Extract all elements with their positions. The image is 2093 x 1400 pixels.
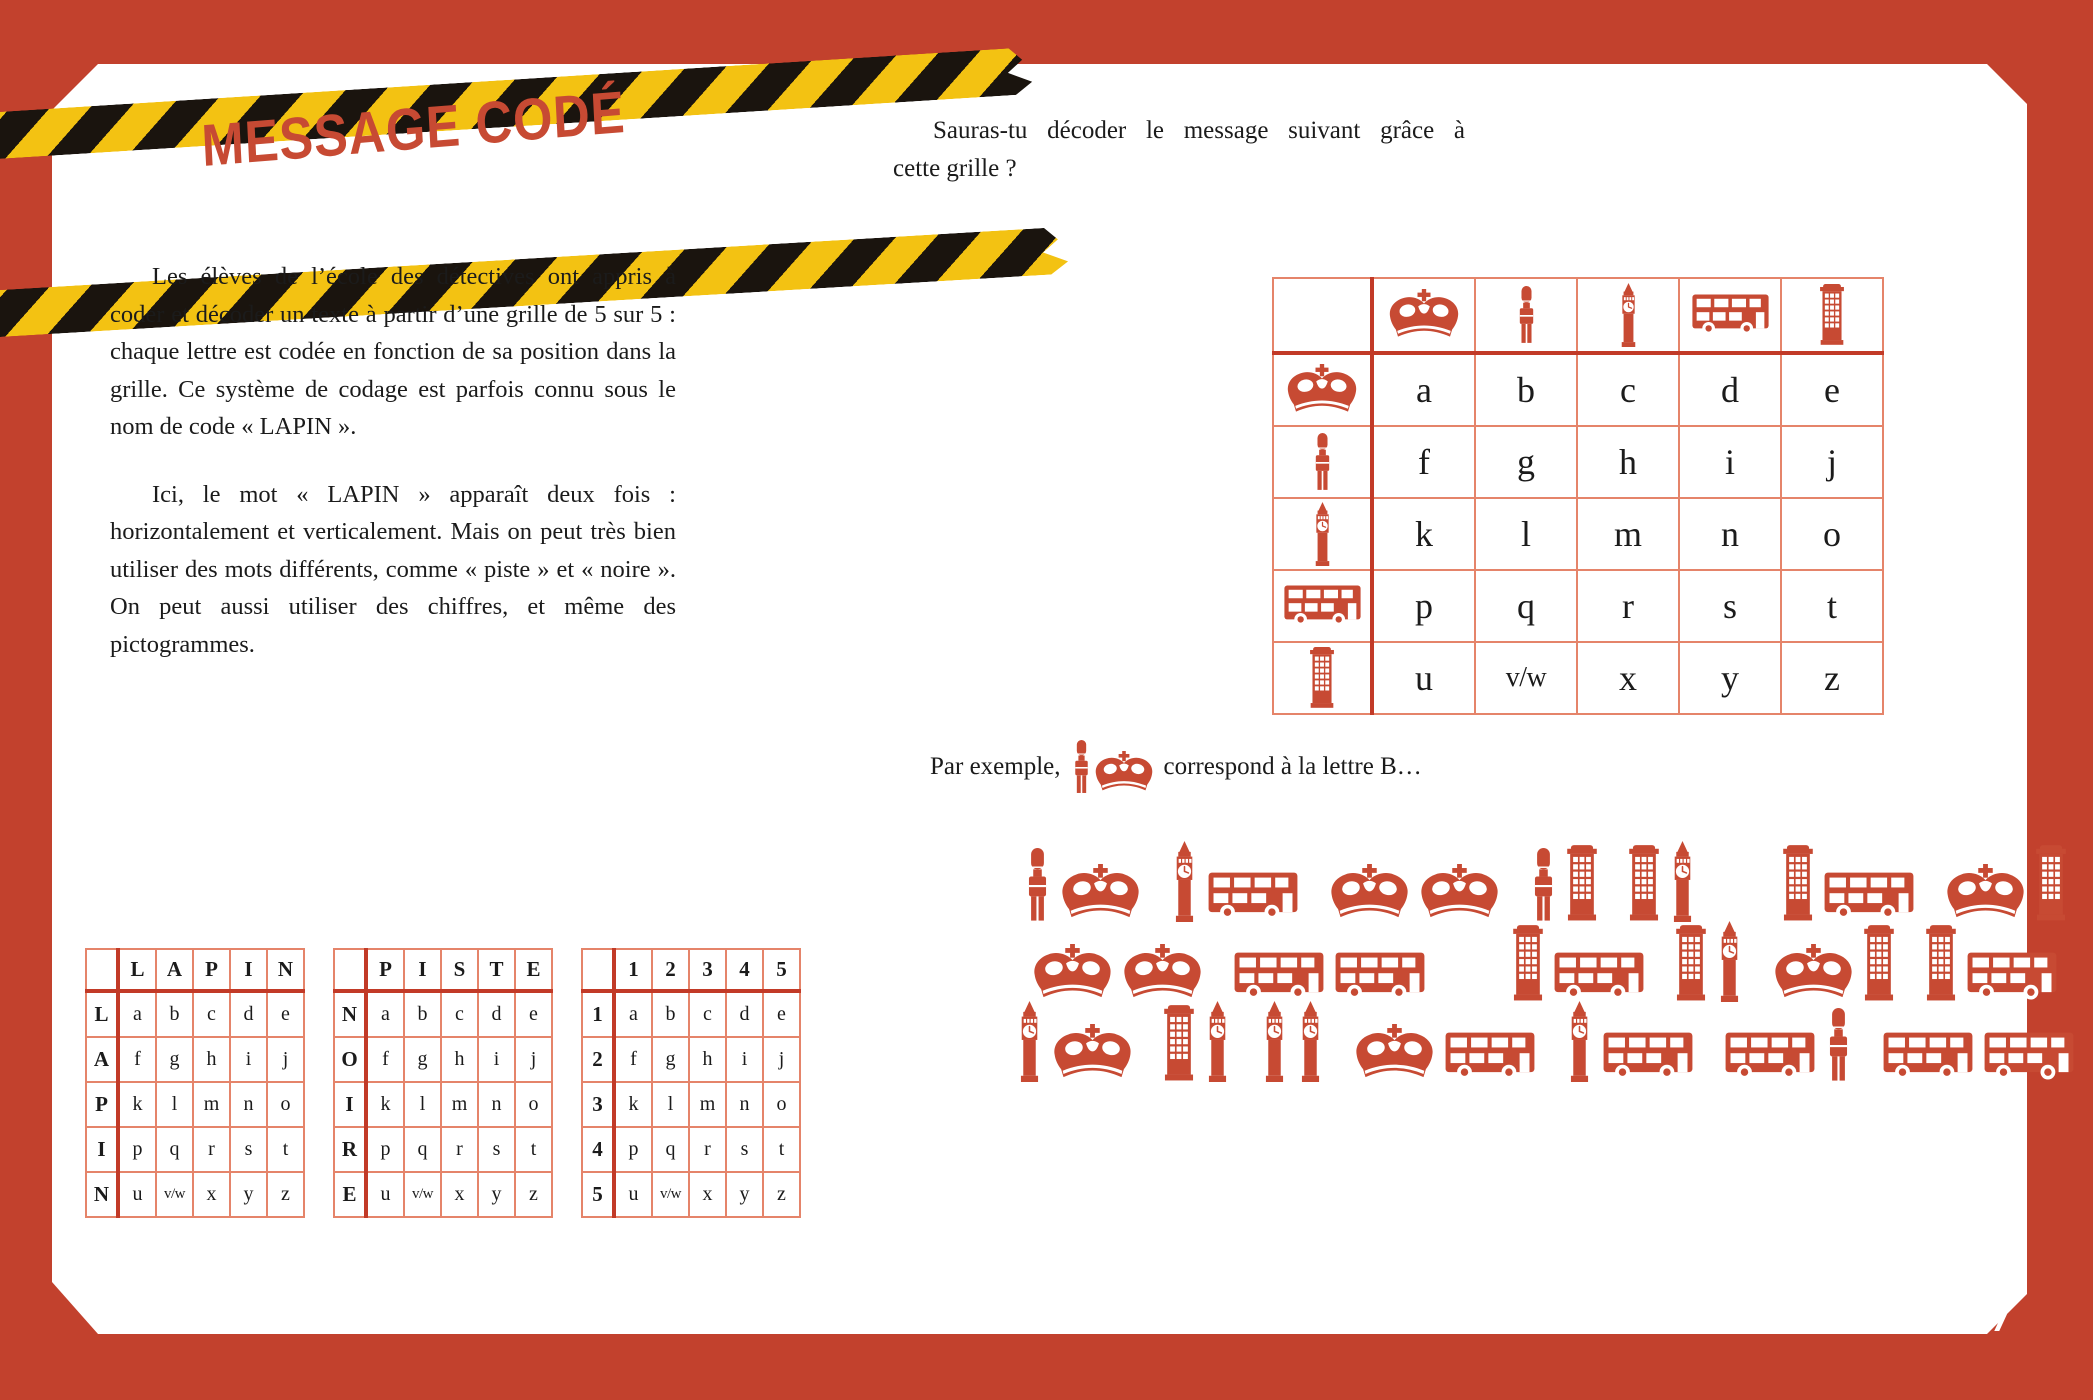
crown-icon	[1772, 944, 1855, 1002]
phone-booth-icon	[1511, 925, 1545, 1002]
grid-row-header: P	[86, 1082, 118, 1127]
grid-cell: q	[1475, 570, 1577, 642]
grid-cell: g	[404, 1037, 441, 1082]
grid-row-header: 4	[582, 1127, 614, 1172]
bus-icon	[1552, 951, 1646, 1002]
grid-cell: v/w	[156, 1172, 193, 1217]
bus-icon	[1443, 1031, 1537, 1082]
grid-cell: h	[1577, 426, 1679, 498]
grid-cell: e	[515, 991, 552, 1037]
grid-cell: i	[230, 1037, 267, 1082]
grid-cell: i	[478, 1037, 515, 1082]
guard-icon	[1824, 1008, 1853, 1082]
crown-icon	[1285, 364, 1359, 416]
grid-cell: a	[118, 991, 156, 1037]
grid-row-header: N	[86, 1172, 118, 1217]
grid-row-header: L	[86, 991, 118, 1037]
grid-col-header: P	[193, 949, 230, 991]
grid-cell: q	[404, 1127, 441, 1172]
message-line	[1080, 842, 2010, 922]
grid-cell: h	[441, 1037, 478, 1082]
icon-pair	[1162, 1001, 1232, 1082]
grid-cell: g	[652, 1037, 689, 1082]
grid-col-header: 5	[763, 949, 800, 991]
grid-cell: f	[614, 1037, 652, 1082]
grid-cell: z	[1781, 642, 1883, 714]
example-text-after: correspond à la lettre B…	[1163, 753, 1422, 780]
grid-cell: p	[366, 1127, 404, 1172]
icon-pair	[1260, 1001, 1325, 1082]
big-ben-icon	[1715, 921, 1744, 1002]
example-icon-pair	[1071, 740, 1154, 794]
big-ben-icon	[1617, 283, 1640, 347]
grid-cell: t	[515, 1127, 552, 1172]
bus-icon	[1822, 871, 1916, 922]
icon-pair	[1232, 951, 1427, 1002]
grid-col-header	[1372, 278, 1475, 353]
guard-icon	[1529, 848, 1558, 922]
big-ben-icon	[1565, 1001, 1594, 1082]
grid-cell: e	[763, 991, 800, 1037]
grid-cell: g	[1475, 426, 1577, 498]
grid-row-header: I	[86, 1127, 118, 1172]
grid-cell: b	[1475, 353, 1577, 426]
grid-cell: s	[230, 1127, 267, 1172]
grid-col-header	[1679, 278, 1781, 353]
guard-icon	[1311, 433, 1334, 491]
grid-cell: t	[1781, 570, 1883, 642]
crown-icon	[1387, 289, 1461, 341]
grid-row-header	[1273, 642, 1372, 714]
grid-cell: n	[478, 1082, 515, 1127]
message-line	[1080, 1002, 2010, 1082]
intro-paragraphs	[110, 258, 676, 693]
page-number-left: 206	[127, 1307, 184, 1338]
guard-icon	[1515, 286, 1538, 344]
icon-pair	[1023, 848, 1142, 922]
grid-cell: a	[614, 991, 652, 1037]
grid-cell: u	[366, 1172, 404, 1217]
grid-cell: n	[1679, 498, 1781, 570]
grid-cell: s	[478, 1127, 515, 1172]
grid-cell: e	[1781, 353, 1883, 426]
grid-corner	[582, 949, 614, 991]
crown-icon	[1353, 1024, 1436, 1082]
grid-cell: q	[652, 1127, 689, 1172]
grid-cell: n	[726, 1082, 763, 1127]
crown-icon	[1944, 864, 2027, 922]
grid-corner	[334, 949, 366, 991]
grid-col-header	[1475, 278, 1577, 353]
grid-cell: m	[441, 1082, 478, 1127]
grid-cell: c	[193, 991, 230, 1037]
icon-pair	[1328, 864, 1501, 922]
code-grid	[85, 948, 305, 1218]
message-word	[1511, 921, 2059, 1002]
grid-row-header	[1273, 426, 1372, 498]
grid-cell: a	[1372, 353, 1475, 426]
grid-cell: i	[726, 1037, 763, 1082]
grid-cell: e	[267, 991, 304, 1037]
grid-cell: y	[230, 1172, 267, 1217]
phone-booth-icon	[1162, 1005, 1196, 1082]
grid-cell: v/w	[652, 1172, 689, 1217]
big-ben-icon	[1296, 1001, 1325, 1082]
grid-cell: o	[1781, 498, 1883, 570]
grid-cell: r	[441, 1127, 478, 1172]
grid-cell: f	[366, 1037, 404, 1082]
grid-col-header: 4	[726, 949, 763, 991]
bus-icon	[1965, 951, 2059, 1002]
grid-cell: l	[404, 1082, 441, 1127]
grid-cell: c	[689, 991, 726, 1037]
grid-col-header	[1577, 278, 1679, 353]
grid-cell: p	[1372, 570, 1475, 642]
grid-row-header: R	[334, 1127, 366, 1172]
grid-cell: v/w	[404, 1172, 441, 1217]
grid-cell: b	[652, 991, 689, 1037]
big-ben-icon	[1311, 502, 1334, 566]
crown-icon	[1031, 944, 1114, 1002]
guard-icon	[1023, 848, 1052, 922]
grid-cell: d	[1679, 353, 1781, 426]
code-grid	[581, 948, 801, 1218]
phone-booth-icon	[1862, 925, 1896, 1002]
grid-col-header: P	[366, 949, 404, 991]
grid-col-header: 3	[689, 949, 726, 991]
grid-cell: x	[441, 1172, 478, 1217]
icon-pair	[1015, 1001, 1134, 1082]
icon-pair	[1031, 944, 1204, 1002]
message-word	[1023, 841, 1697, 922]
grid-cell: c	[1577, 353, 1679, 426]
grid-cell: z	[267, 1172, 304, 1217]
grid-cell: d	[726, 991, 763, 1037]
grid-col-header	[1781, 278, 1883, 353]
big-ben-icon	[1203, 1001, 1232, 1082]
grid-cell: x	[193, 1172, 230, 1217]
crown-icon	[1094, 751, 1154, 794]
icon-pair	[1170, 841, 1300, 922]
icon-pair	[1627, 841, 1697, 922]
icon-pair	[1781, 845, 1916, 922]
grid-cell: u	[118, 1172, 156, 1217]
bus-icon	[1691, 293, 1770, 337]
big-ben-icon	[1668, 841, 1697, 922]
icon-pair	[1529, 845, 1599, 922]
grid-row-header	[1273, 498, 1372, 570]
grid-cell: y	[726, 1172, 763, 1217]
grid-cell: f	[118, 1037, 156, 1082]
grid-cell: m	[689, 1082, 726, 1127]
icon-pair	[1565, 1001, 1695, 1082]
grid-cell: g	[156, 1037, 193, 1082]
grid-col-header: 1	[614, 949, 652, 991]
grid-cell: d	[230, 991, 267, 1037]
message-line	[1080, 922, 2010, 1002]
icon-pair	[1944, 845, 2068, 922]
grid-cell: r	[689, 1127, 726, 1172]
grid-col-header: I	[404, 949, 441, 991]
grid-row-header: 2	[582, 1037, 614, 1082]
grid-cell: y	[478, 1172, 515, 1217]
grid-row-header: N	[334, 991, 366, 1037]
bus-icon	[1723, 1031, 1817, 1082]
phone-booth-icon	[1308, 647, 1336, 709]
bus-icon	[1283, 584, 1362, 628]
grid-cell: y	[1679, 642, 1781, 714]
grid-row-header: A	[86, 1037, 118, 1082]
grid-cell: t	[267, 1127, 304, 1172]
grid-cell: f	[1372, 426, 1475, 498]
guard-icon	[1071, 740, 1092, 794]
icon-pair	[1511, 925, 1646, 1002]
grid-row-header: 1	[582, 991, 614, 1037]
grid-cell: i	[1679, 426, 1781, 498]
paragraph-2: Ici, le mot « LAPIN » apparaît deux fois : horizontalement et verticalement. Mais on peut très bien utiliser des mots différents, comme « piste » et « noire ». On peut aussi utiliser des chiffres, et même des pictogrammes.	[110, 480, 676, 658]
grid-cell: h	[193, 1037, 230, 1082]
grid-col-header: 2	[652, 949, 689, 991]
pictogram-code-grid	[1272, 277, 1884, 715]
grid-cell: a	[366, 991, 404, 1037]
grid-row-header	[1273, 570, 1372, 642]
bus-icon	[1601, 1031, 1695, 1082]
icon-pair	[1772, 925, 1896, 1002]
paragraph-1: Les élèves de l’école des détectives ont appris à coder et décoder un texte à partir d’une grille de 5 sur 5 : chaque lettre est codée en fonction de sa position dans la grille. Ce système de codage est parfois connu sous le nom de code « LAPIN ».	[110, 263, 676, 440]
grid-col-header: E	[515, 949, 552, 991]
grid-row-header: 5	[582, 1172, 614, 1217]
bus-icon	[1982, 1031, 2076, 1082]
icon-pair	[1924, 925, 2059, 1002]
crown-icon	[1328, 864, 1411, 922]
grid-cell: z	[763, 1172, 800, 1217]
grid-cell: j	[1781, 426, 1883, 498]
grid-cell: c	[441, 991, 478, 1037]
grid-cell: o	[763, 1082, 800, 1127]
grid-cell: n	[230, 1082, 267, 1127]
phone-booth-icon	[1627, 845, 1661, 922]
grid-col-header: I	[230, 949, 267, 991]
bus-icon	[1232, 951, 1326, 1002]
example-line	[930, 734, 1422, 800]
grid-cell: u	[1372, 642, 1475, 714]
grid-cell: k	[366, 1082, 404, 1127]
icon-pair	[1353, 1024, 1537, 1082]
grid-row-header: E	[334, 1172, 366, 1217]
grid-cell: k	[118, 1082, 156, 1127]
grid-cell: m	[1577, 498, 1679, 570]
page-title: MESSAGE CODÉ	[200, 78, 627, 179]
crown-icon	[1051, 1024, 1134, 1082]
grid-cell: t	[763, 1127, 800, 1172]
puzzle-question-line1: Sauras-tu décoder le message suivant grâce à	[933, 117, 1465, 144]
code-grid	[333, 948, 553, 1218]
grid-row-header: I	[334, 1082, 366, 1127]
big-ben-icon	[1170, 841, 1199, 922]
puzzle-question-line2: cette grille ?	[893, 155, 1017, 182]
example-code-grids	[85, 948, 801, 1218]
grid-cell: o	[267, 1082, 304, 1127]
grid-col-header: S	[441, 949, 478, 991]
grid-cell: r	[193, 1127, 230, 1172]
message-word	[1015, 1001, 2076, 1082]
grid-cell: h	[689, 1037, 726, 1082]
grid-cell: q	[156, 1127, 193, 1172]
bus-icon	[1333, 951, 1427, 1002]
grid-row-header: 3	[582, 1082, 614, 1127]
grid-col-header: T	[478, 949, 515, 991]
grid-cell: b	[404, 991, 441, 1037]
crown-icon	[1418, 864, 1501, 922]
grid-cell: s	[726, 1127, 763, 1172]
grid-cell: v/w	[1475, 642, 1577, 714]
pictogram-grid-table	[1272, 277, 1884, 715]
grid-cell: j	[267, 1037, 304, 1082]
icon-pair	[1723, 1008, 1853, 1082]
grid-col-header: L	[118, 949, 156, 991]
grid-row-header: O	[334, 1037, 366, 1082]
grid-cell: x	[689, 1172, 726, 1217]
grid-corner	[86, 949, 118, 991]
phone-booth-icon	[1565, 845, 1599, 922]
phone-booth-icon	[1924, 925, 1958, 1002]
grid-cell: k	[614, 1082, 652, 1127]
grid-cell: b	[156, 991, 193, 1037]
example-text-before: Par exemple,	[930, 753, 1061, 780]
grid-cell: z	[515, 1172, 552, 1217]
bus-icon	[1881, 1031, 1975, 1082]
grid-cell: j	[763, 1037, 800, 1082]
icon-pair	[1674, 921, 1744, 1002]
grid-cell: d	[478, 991, 515, 1037]
grid-cell: l	[1475, 498, 1577, 570]
message-word	[1031, 944, 1427, 1002]
grid-cell: l	[156, 1082, 193, 1127]
grid-cell: r	[1577, 570, 1679, 642]
bus-icon	[1206, 871, 1300, 922]
grid-cell: k	[1372, 498, 1475, 570]
grid-cell: j	[515, 1037, 552, 1082]
message-word	[1781, 845, 2068, 922]
phone-booth-icon	[2034, 845, 2068, 922]
grid-cell: p	[118, 1127, 156, 1172]
crown-icon	[1121, 944, 1204, 1002]
coded-message	[1080, 842, 2010, 1082]
icon-pair	[1881, 1031, 2076, 1082]
grid-cell: o	[515, 1082, 552, 1127]
grid-cell: m	[193, 1082, 230, 1127]
grid-corner	[1273, 278, 1372, 353]
grid-col-header: A	[156, 949, 193, 991]
phone-booth-icon	[1674, 925, 1708, 1002]
grid-row-header	[1273, 353, 1372, 426]
phone-booth-icon	[1818, 284, 1846, 346]
puzzle-question	[893, 112, 1465, 188]
grid-cell: u	[614, 1172, 652, 1217]
big-ben-icon	[1015, 1001, 1044, 1082]
big-ben-icon	[1260, 1001, 1289, 1082]
grid-cell: l	[652, 1082, 689, 1127]
crown-icon	[1059, 864, 1142, 922]
page-number-right: 207	[1952, 1307, 2009, 1338]
grid-cell: s	[1679, 570, 1781, 642]
phone-booth-icon	[1781, 845, 1815, 922]
grid-cell: p	[614, 1127, 652, 1172]
grid-col-header: N	[267, 949, 304, 991]
grid-cell: x	[1577, 642, 1679, 714]
